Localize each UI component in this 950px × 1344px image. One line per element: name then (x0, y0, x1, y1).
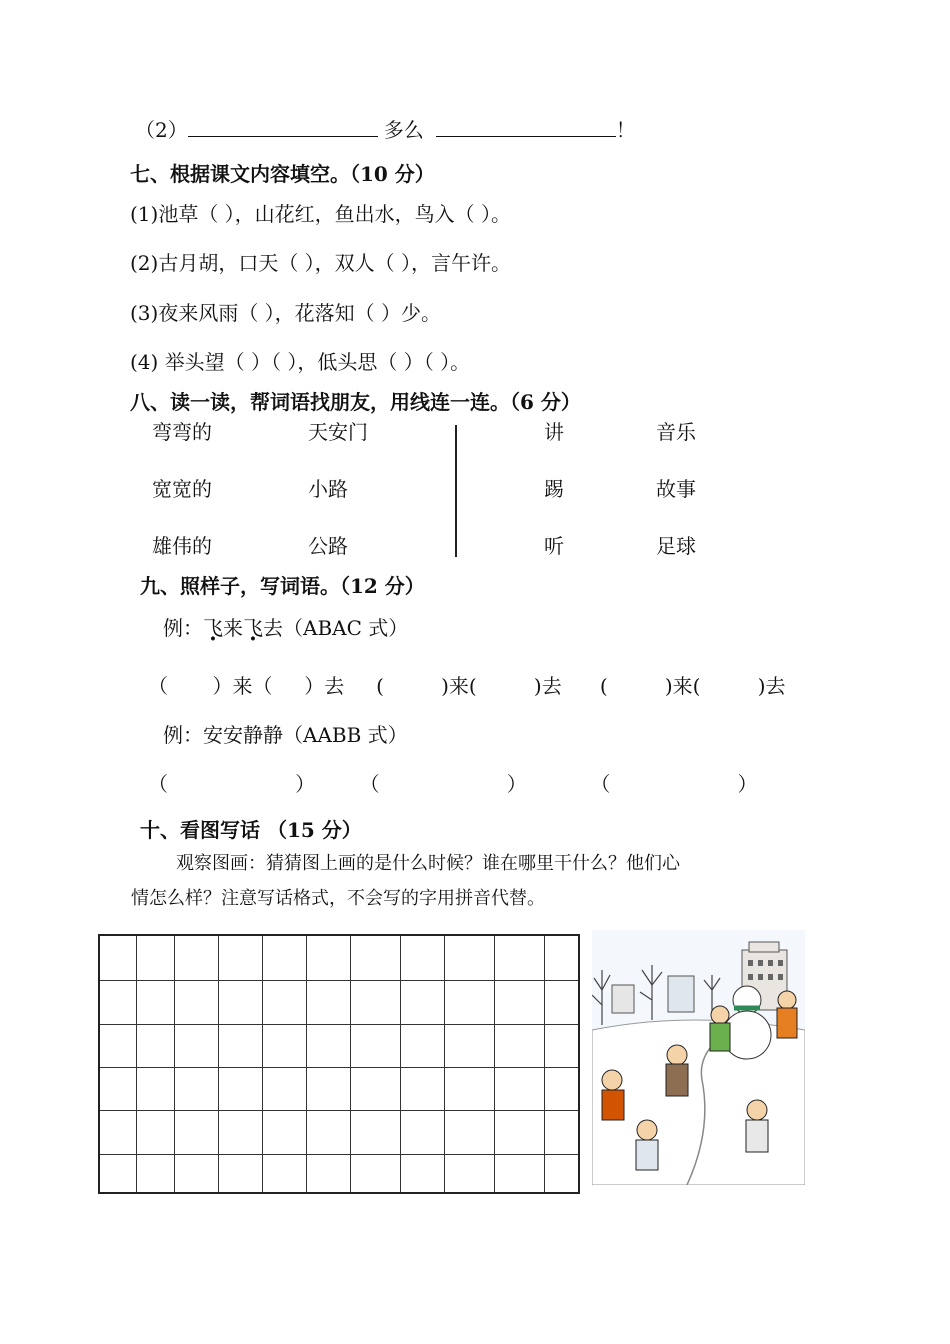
writing-prompt-line: 观察图画：猜猜图上画的是什么时候？谁在哪里干什么？他们心 (176, 853, 680, 874)
poem-fill-line: (1)池草（ ），山花红，鱼出水，鸟入（ ）。 (130, 202, 512, 226)
section-8-title: 八、读一读，帮词语找朋友，用线连一连。（6 分） (130, 390, 581, 414)
divider-line (455, 425, 457, 557)
fill-sentence-2: （2） 多么 ！ (135, 118, 636, 142)
word-right[interactable]: 公路 (308, 534, 348, 558)
noun-word[interactable]: 音乐 (656, 420, 696, 444)
snow-scene-illustration-icon (592, 930, 805, 1185)
word-left[interactable]: 宽宽的 (152, 477, 212, 501)
blank-line[interactable] (188, 118, 378, 137)
section-7-title: 七、根据课文内容填空。（10 分） (130, 162, 435, 186)
verb-word[interactable]: 讲 (544, 420, 564, 444)
example-abac: 例：飞来飞去（ABAC 式） (163, 616, 409, 640)
poem-fill-line: (3)夜来风雨（ ），花落知（ ）少。 (130, 301, 442, 325)
section-9-title: 九、照样子，写词语。（12 分） (140, 574, 425, 598)
blank-line[interactable] (436, 118, 616, 137)
abac-answer-row[interactable]: （ ）来（ ）去 ( )来( )去 ( )来( )去 (148, 674, 786, 698)
section-10-title: 十、看图写话 （15 分） (140, 818, 362, 842)
aabb-answer-row[interactable]: （ ） （ ） （ ） (148, 772, 758, 796)
writing-grid[interactable] (98, 934, 580, 1194)
word-right[interactable]: 天安门 (308, 420, 368, 444)
writing-prompt-line: 情怎么样？注意写话格式，不会写的字用拼音代替。 (131, 888, 545, 909)
noun-word[interactable]: 足球 (656, 534, 696, 558)
word-right[interactable]: 小路 (308, 477, 348, 501)
word-left[interactable]: 雄伟的 (152, 534, 212, 558)
noun-word[interactable]: 故事 (656, 477, 696, 501)
word-left[interactable]: 弯弯的 (152, 420, 212, 444)
poem-fill-line: (2)古月胡，口天（ ），双人（ ），言午许。 (130, 251, 512, 275)
example-aabb: 例：安安静静（AABB 式） (163, 723, 408, 747)
poem-fill-line: (4) 举头望（ ）（ ），低头思（ ）（ ）。 (130, 350, 471, 374)
verb-word[interactable]: 听 (544, 534, 564, 558)
verb-word[interactable]: 踢 (544, 477, 564, 501)
